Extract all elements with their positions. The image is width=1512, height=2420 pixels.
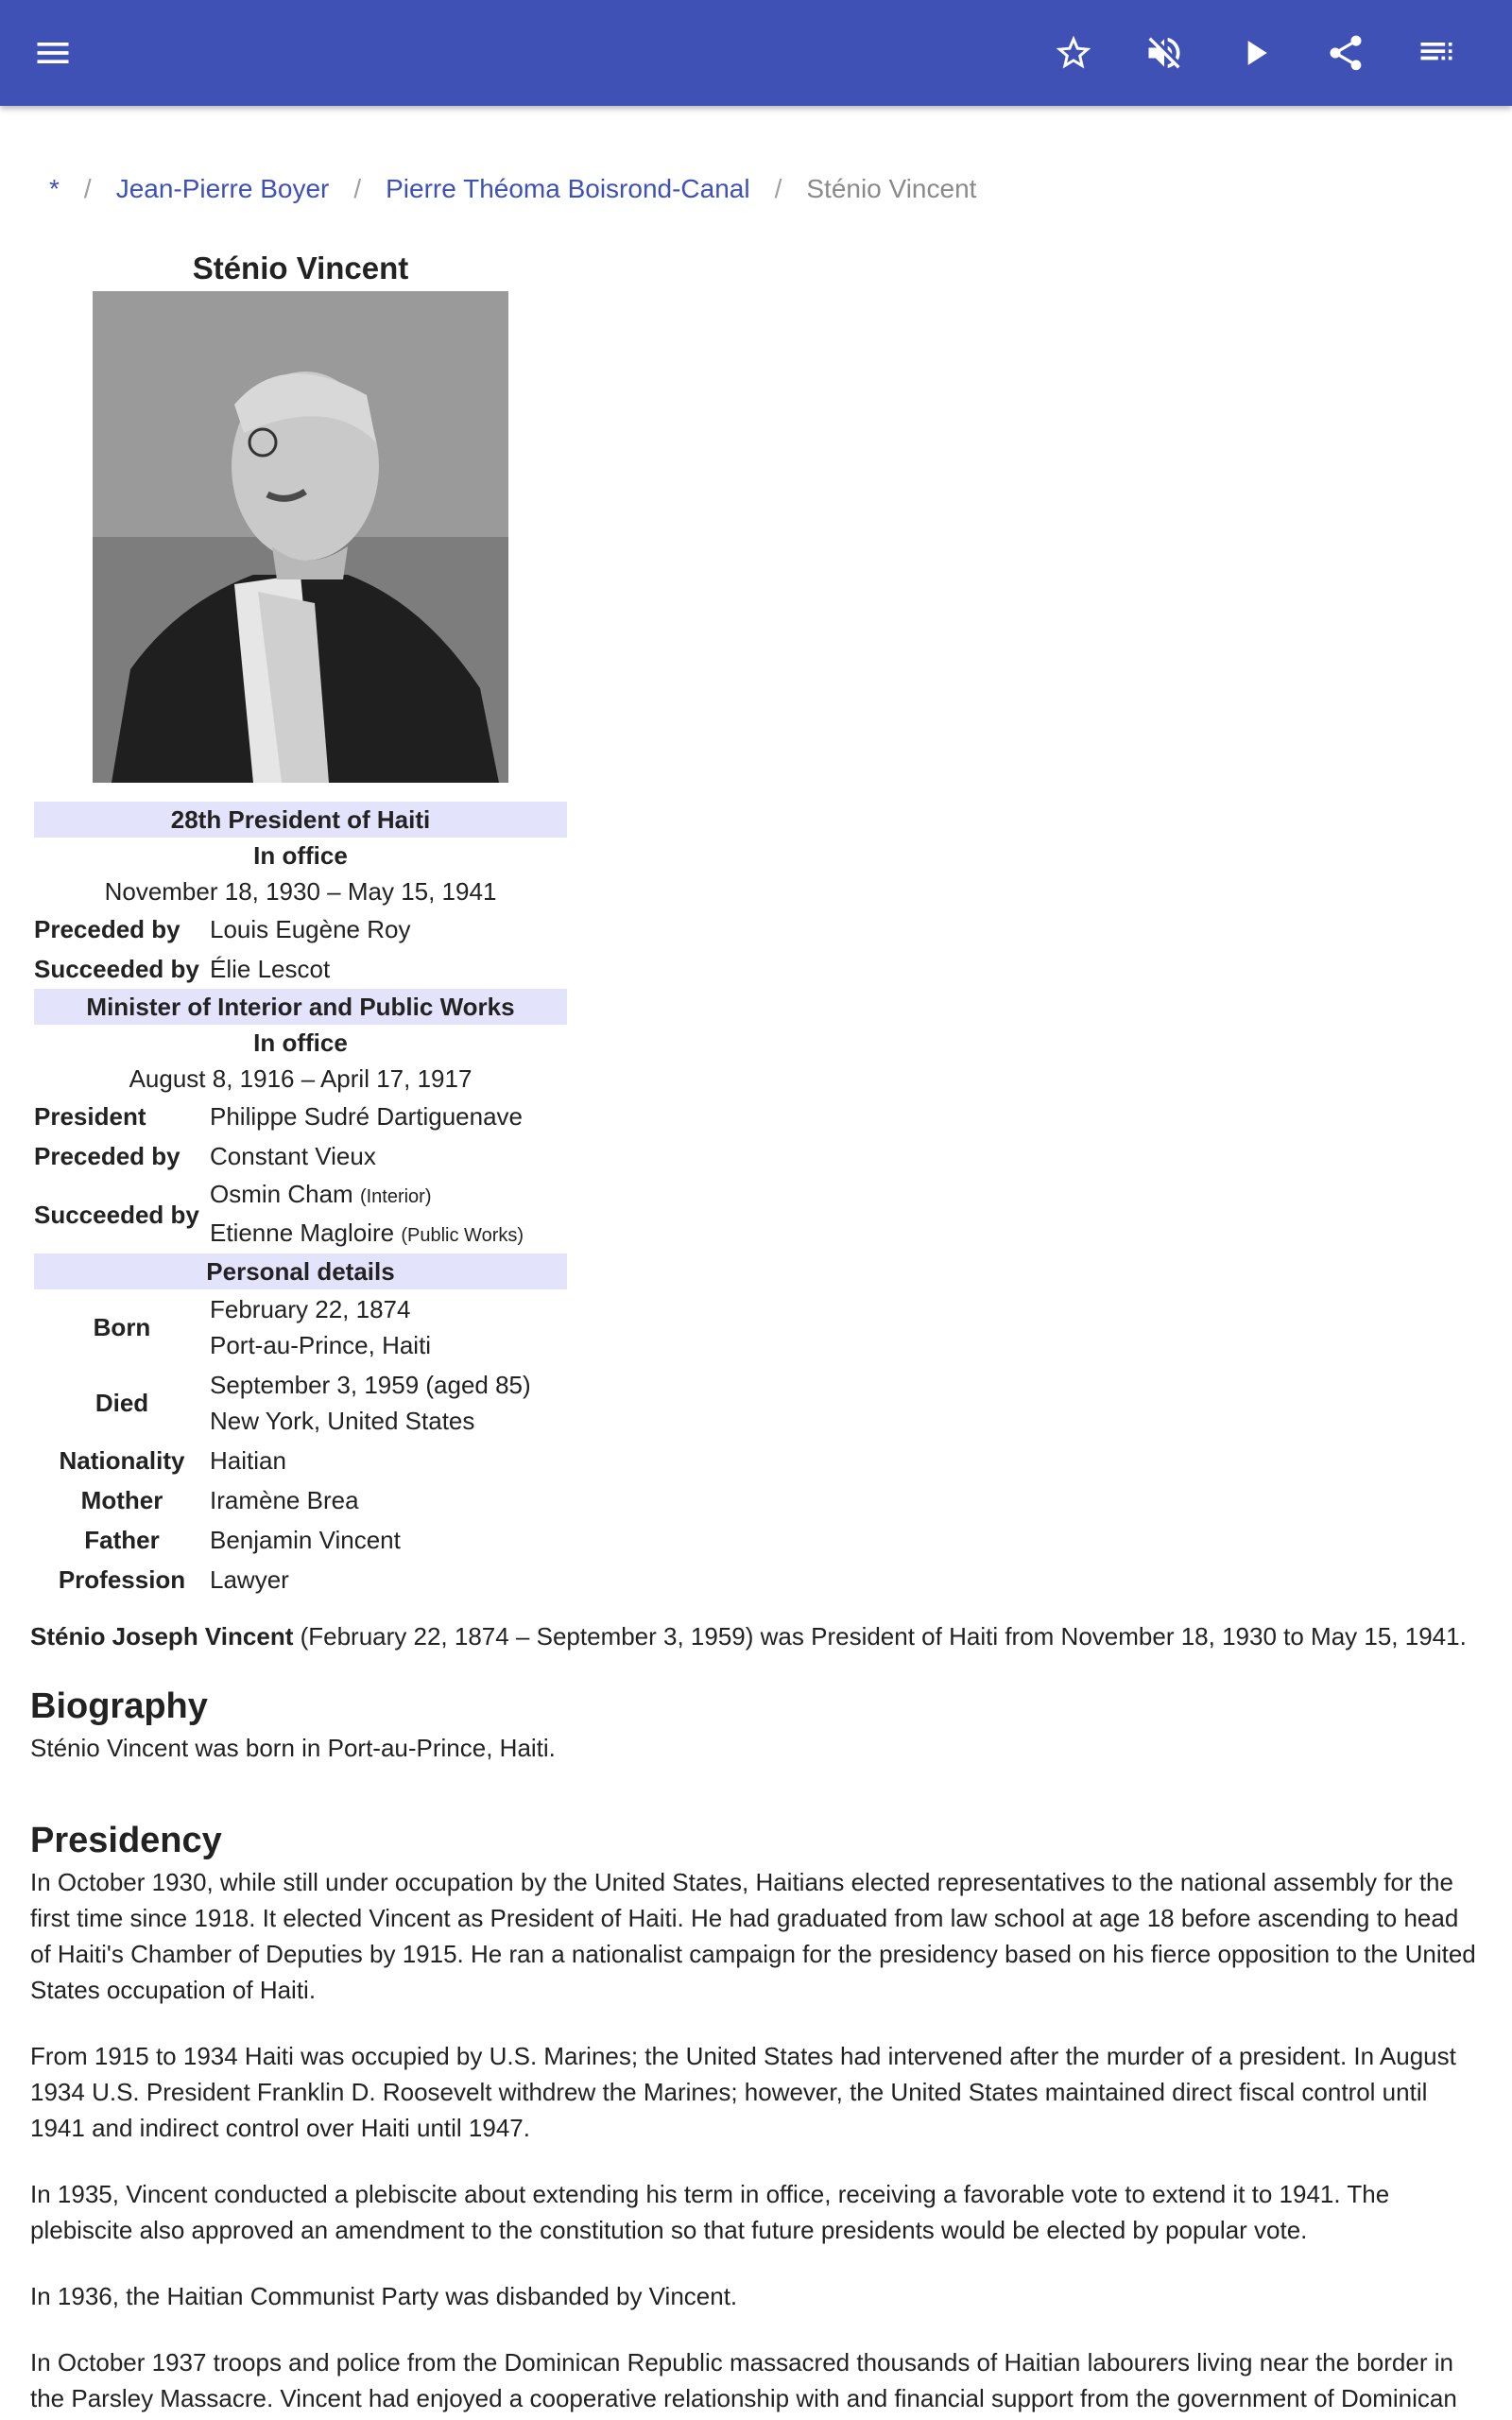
menu-button[interactable]: [23, 23, 83, 83]
infobox-row-profession: [34, 1560, 567, 1599]
birth-place: Port-au-Prince, Haiti: [210, 1331, 432, 1359]
row-value: Lawyer: [210, 1565, 289, 1594]
infobox-row-succeeded-by: [34, 1176, 567, 1253]
row-label: Born: [93, 1312, 151, 1341]
office-dates: August 8, 1916 – April 17, 1917: [129, 1064, 472, 1093]
breadcrumb: [49, 170, 976, 208]
infobox-row-mother: [34, 1480, 567, 1520]
infobox-header-president: 28th President of Haiti: [34, 802, 567, 838]
lead-text: (February 22, 1874 – September 3, 1959) was President of Haiti from November 18, 1930 to May 15, 1941.: [293, 1622, 1467, 1651]
favorite-button[interactable]: [1043, 23, 1104, 83]
infobox-header-personal: Personal details: [34, 1253, 567, 1289]
breadcrumb-separator: /: [774, 174, 782, 203]
portrait-photo[interactable]: [93, 291, 508, 783]
row-value: Constant Vieux: [210, 1142, 376, 1170]
mute-button[interactable]: [1134, 23, 1194, 83]
infobox-row-nationality: [34, 1441, 567, 1480]
office-dates: November 18, 1930 – May 15, 1941: [104, 877, 497, 906]
successor-name: Osmin Cham: [210, 1180, 353, 1208]
row-label: Preceded by: [34, 914, 180, 943]
row-label: President: [34, 1101, 146, 1131]
row-value: Iramène Brea: [210, 1486, 359, 1514]
row-label: Nationality: [59, 1445, 185, 1475]
successor-note: (Interior): [359, 1186, 432, 1207]
share-button[interactable]: [1315, 23, 1376, 83]
infobox-row-died: [34, 1365, 567, 1441]
row-value: Louis Eugène Roy: [210, 915, 411, 943]
breadcrumb-link-jean-pierre-boyer[interactable]: Jean-Pierre Boyer: [115, 174, 330, 203]
infobox-header-minister: Minister of Interior and Public Works: [34, 989, 567, 1025]
row-value: Élie Lescot: [210, 955, 331, 983]
infobox: [34, 246, 567, 1599]
birth-date: February 22, 1874: [210, 1295, 411, 1323]
breadcrumb-separator: /: [353, 174, 362, 203]
presidency-paragraph: From 1915 to 1934 Haiti was occupied by U.S. Marines; the United States had intervened after the murder of a president. In August 1934 U.S. President Franklin D. Roosevelt withdrew the Marines; however, the United States maintained direct fiscal control until 1941 and indirect control over Haiti until 1947.: [30, 2042, 1456, 2142]
volume-off-icon: [1143, 32, 1185, 74]
row-label: Father: [84, 1525, 160, 1554]
infobox-row-father: [34, 1520, 567, 1560]
in-office-label: In office: [253, 841, 348, 870]
presidency-paragraph: In 1936, the Haitian Communist Party was disbanded by Vincent.: [30, 2282, 738, 2310]
section-heading-presidency: Presidency: [30, 1821, 222, 1860]
play-icon: [1234, 32, 1276, 74]
row-value: Haitian: [210, 1446, 286, 1475]
infobox-row-preceded-by: [34, 909, 567, 949]
infobox-row-born: [34, 1289, 567, 1365]
row-label: Mother: [80, 1485, 163, 1514]
playlist-icon: [1416, 32, 1457, 74]
star-outline-icon: [1053, 32, 1094, 74]
row-label: Died: [94, 1388, 149, 1417]
row-label: Succeeded by: [34, 954, 199, 983]
infobox-row-succeeded-by: [34, 949, 567, 989]
death-date: September 3, 1959 (aged 85): [210, 1371, 531, 1399]
portrait-illustration: [93, 291, 508, 783]
top-app-bar: [0, 0, 1512, 106]
lead-subject: Sténio Joseph Vincent: [30, 1622, 294, 1651]
row-label: Profession: [58, 1564, 186, 1594]
row-value: Benjamin Vincent: [210, 1526, 401, 1554]
share-icon: [1325, 32, 1366, 74]
successor-note: (Public Works): [401, 1225, 524, 1246]
biography-paragraph: Sténio Vincent was born in Port-au-Prince, Haiti.: [30, 1734, 556, 1762]
infobox-title: Sténio Vincent: [192, 251, 409, 285]
presidency-paragraph: In October 1937 troops and police from the Dominican Republic massacred thousands of Haitian labourers living near the border in the Parsley Massacre. Vincent had enjoyed a cooperative relationship with and financial support from the government of Dominican: [30, 2348, 1457, 2412]
row-label: Succeeded by: [34, 1200, 199, 1229]
row-label: Preceded by: [34, 1141, 180, 1170]
in-office-label: In office: [253, 1028, 348, 1057]
article-body: [30, 1618, 1486, 2420]
play-button[interactable]: [1225, 23, 1285, 83]
breadcrumb-link-boisrond-canal[interactable]: Pierre Théoma Boisrond-Canal: [386, 174, 750, 203]
hamburger-menu-icon: [32, 32, 74, 74]
lead-paragraph: [30, 1618, 1486, 1654]
playlist-button[interactable]: [1406, 23, 1467, 83]
successor-name: Etienne Magloire: [210, 1219, 395, 1247]
row-value: [210, 1176, 567, 1253]
death-place: New York, United States: [210, 1407, 475, 1435]
presidency-paragraph: In 1935, Vincent conducted a plebiscite about extending his term in office, receiving a favorable vote to extend it to 1941. The plebiscite also approved an amendment to the constitution so that future presidents would be elected by popular vote.: [30, 2180, 1390, 2244]
section-heading-biography: Biography: [30, 1686, 208, 1726]
row-value: Philippe Sudré Dartiguenave: [210, 1102, 523, 1131]
breadcrumb-separator: /: [83, 174, 92, 203]
row-value: [210, 1367, 567, 1439]
presidency-paragraph: In October 1930, while still under occupation by the United States, Haitians elected representatives to the national assembly for the first time since 1918. It elected Vincent as President of Haiti. He had graduated from law school at age 18 before ascending to head of Haiti's Chamber of Deputies by 1915. He ran a nationalist campaign for the presidency based on his fierce opposition to the United States occupation of Haiti.: [30, 1868, 1476, 2004]
infobox-row-president: [34, 1097, 567, 1136]
breadcrumb-current: Sténio Vincent: [806, 174, 977, 203]
breadcrumb-root-link[interactable]: *: [49, 174, 60, 203]
infobox-row-preceded-by: [34, 1136, 567, 1176]
row-value: [210, 1291, 567, 1363]
